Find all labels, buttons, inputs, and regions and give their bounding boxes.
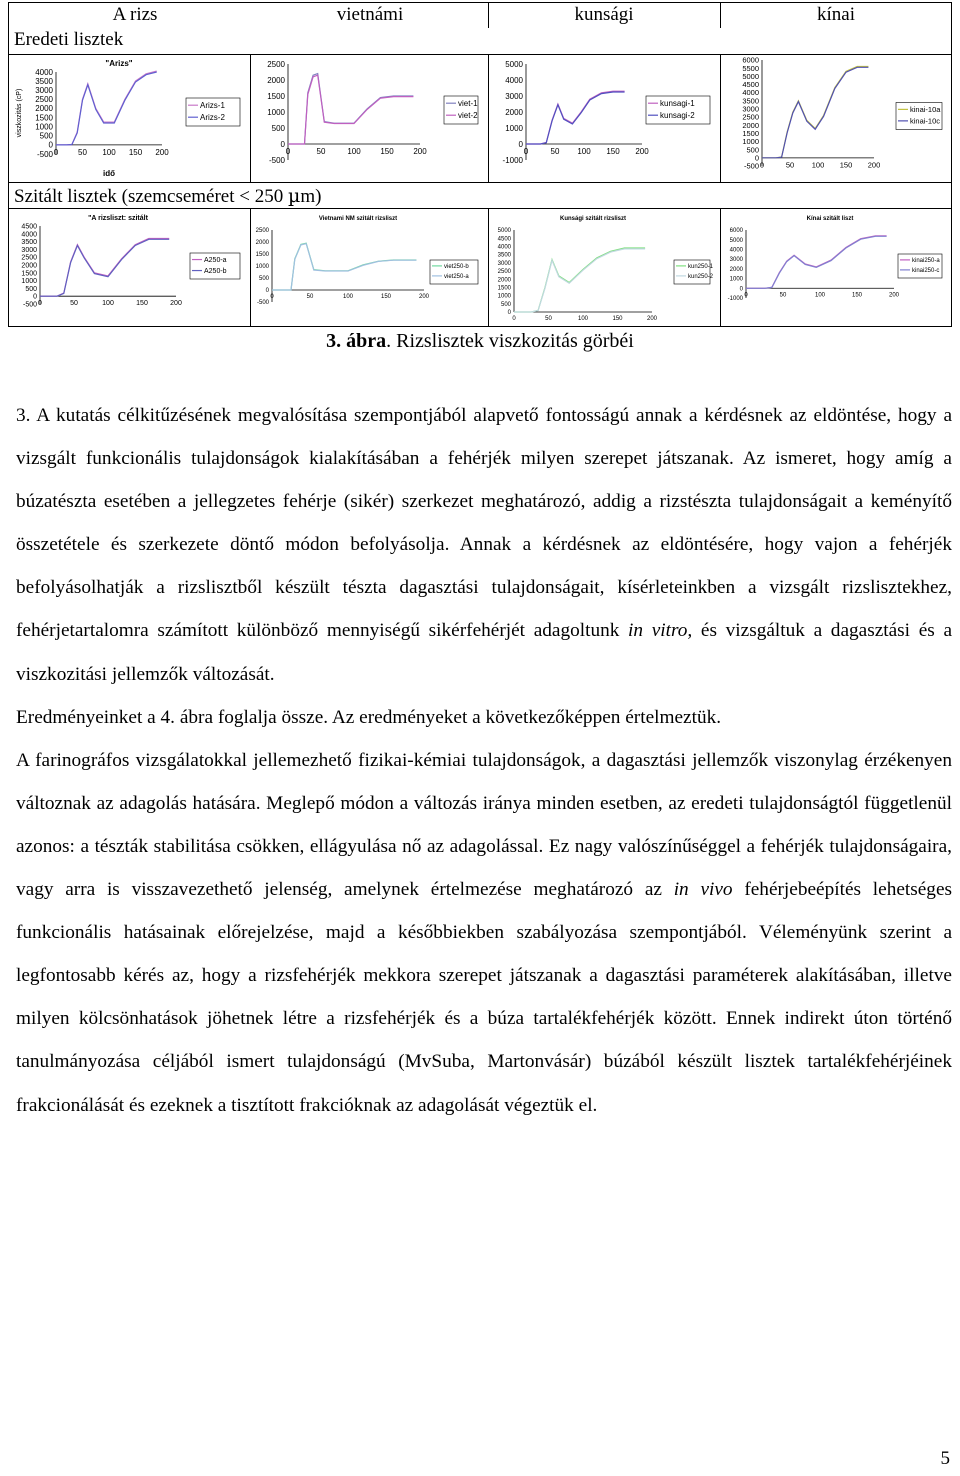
y-tick-label: 2000 (267, 75, 285, 85)
y-tick-label: 4000 (21, 231, 37, 239)
y-tick-label: 3000 (742, 104, 759, 114)
y-tick-label: -500 (36, 149, 53, 159)
legend-label: kinai250-a (912, 258, 940, 264)
x-tick-label: 0 (523, 147, 529, 156)
y-tick-label: 4000 (729, 247, 743, 254)
y-tick-label: 0 (507, 310, 511, 317)
x-tick-label: 150 (380, 147, 394, 156)
legend-label: A250-a (204, 257, 227, 264)
row-label-sieved: Szitált lisztek (szemcseméret < 250 µm) (14, 185, 322, 207)
header-corner: A rizs (112, 4, 158, 25)
y-tick-label: 5000 (505, 59, 523, 69)
chart-title: Vietnami NM szitált rizsliszt (318, 216, 398, 222)
y-tick-label: 6000 (729, 228, 743, 235)
y-tick-label: 0 (518, 139, 523, 149)
page-number: 5 (940, 1448, 950, 1469)
series-line-viet-2 (288, 75, 413, 144)
y-tick-label: 2000 (729, 266, 743, 273)
x-tick-label: 150 (128, 147, 143, 157)
x-tick-label: 150 (839, 160, 853, 170)
y-tick-label: -500 (268, 155, 285, 165)
x-tick-label: 50 (550, 147, 560, 156)
y-tick-label: 4500 (21, 223, 37, 231)
row-label-original: Eredeti lisztek (14, 29, 124, 50)
x-tick-label: 100 (102, 300, 114, 308)
chart-kunsagi (492, 56, 718, 180)
y-tick-label: 1500 (267, 91, 285, 101)
x-tick-label: 200 (888, 292, 900, 299)
x-tick-label: 0 (270, 294, 274, 300)
y-axis-label: viszkozitás (cP) (16, 88, 23, 138)
series-line-kinai-10c (762, 67, 868, 158)
y-tick-label: 3000 (35, 86, 53, 96)
x-tick-label: 100 (577, 147, 591, 156)
y-tick-label: 2500 (35, 95, 53, 105)
x-tick-label: 200 (170, 300, 182, 308)
chart-arizs (12, 56, 248, 180)
series-line-kunsagi-1 (526, 91, 625, 144)
y-tick-label: 1000 (729, 276, 743, 283)
x-tick-label: 100 (577, 316, 589, 322)
y-tick-label: 5000 (729, 237, 743, 244)
series-line-viet250-a (272, 244, 416, 290)
y-tick-label: 5000 (497, 228, 511, 235)
legend-label: kun250-1 (688, 264, 714, 270)
x-tick-label: 200 (418, 294, 430, 300)
y-tick-label: 0 (48, 140, 53, 150)
chart-title: Kunsági szitált rizsliszt (559, 216, 627, 222)
legend-label: kinai-10a (910, 105, 941, 114)
series-line-kinai250-c (746, 236, 887, 288)
legend-label: viet-2 (458, 111, 478, 120)
y-tick-label: 3000 (505, 91, 523, 101)
legend-label: kunsagi-1 (660, 99, 695, 108)
y-tick-label: 2500 (497, 269, 511, 276)
chart-title: "A rizsliszt: szitált (88, 215, 148, 222)
paragraph-2: Eredményeinket a 4. ábra foglalja össze. Az eredményeket a következőképpen értelmeztük. (16, 706, 722, 728)
y-tick-label: -1000 (502, 155, 523, 165)
x-tick-label: 200 (635, 147, 649, 156)
header-col-kinai: kínai (817, 4, 855, 25)
y-tick-label: -500 (256, 300, 269, 307)
y-tick-label: 1000 (21, 278, 37, 286)
series-line-A250-b (40, 239, 169, 296)
x-tick-label: 100 (814, 292, 826, 299)
x-tick-label: 150 (136, 300, 148, 308)
y-tick-label: 0 (739, 286, 743, 293)
x-tick-label: 0 (53, 147, 59, 157)
y-tick-label: 2000 (505, 107, 523, 117)
legend-label: A250-b (204, 268, 227, 275)
y-tick-label: 1000 (742, 137, 759, 147)
x-tick-label: 150 (606, 147, 620, 156)
x-tick-label: 0 (38, 300, 42, 308)
y-tick-label: 4000 (497, 244, 511, 251)
y-tick-label: 1500 (21, 270, 37, 278)
y-tick-label: 1500 (497, 285, 511, 292)
legend-label: viet250-a (444, 274, 469, 280)
x-tick-label: 150 (380, 294, 392, 300)
x-tick-label: 100 (811, 160, 825, 170)
x-tick-label: 50 (78, 147, 87, 157)
series-line-kinai-10a (762, 67, 868, 158)
y-tick-label: 2000 (21, 262, 37, 270)
series-line-kunsagi-2 (526, 92, 625, 144)
figure-caption: 3. ábra. Rizslisztek viszkozitás görbéi (326, 330, 634, 352)
y-tick-label: 6000 (742, 56, 759, 65)
chart-arizs-sieved (12, 210, 248, 324)
y-tick-label: 4000 (35, 67, 53, 77)
body-text (16, 394, 952, 1127)
x-tick-label: 200 (413, 147, 427, 156)
chart-title: "Arizs" (105, 59, 133, 68)
x-tick-label: 50 (306, 294, 314, 300)
y-tick-label: 0 (33, 293, 37, 301)
chart-kinai-sieved (724, 210, 950, 324)
y-tick-label: 1000 (35, 122, 53, 132)
y-tick-label: 5000 (742, 71, 759, 81)
x-tick-label: 200 (155, 147, 169, 157)
y-tick-label: 500 (746, 145, 759, 155)
header-col-vietnami: vietnámi (336, 4, 404, 25)
y-tick-label: 1000 (255, 264, 269, 271)
chart-viet-sieved (254, 210, 486, 324)
y-tick-label: 2500 (742, 112, 759, 122)
header-col-kunsagi: kunsági (574, 4, 634, 25)
x-axis-label: idő (103, 169, 115, 178)
y-tick-label: 1500 (742, 129, 759, 139)
x-tick-label: 200 (646, 316, 658, 322)
y-tick-label: 3500 (497, 252, 511, 259)
x-tick-label: 0 (744, 292, 748, 299)
legend-label: kun250-2 (688, 274, 714, 280)
y-tick-label: 500 (258, 276, 269, 283)
y-tick-label: 2000 (497, 277, 511, 284)
series-line-kun250-1 (514, 248, 645, 312)
y-tick-label: 3500 (21, 239, 37, 247)
y-tick-label: 3500 (742, 96, 759, 106)
x-tick-label: 50 (70, 300, 78, 308)
y-tick-label: 3500 (35, 76, 53, 86)
y-tick-label: -500 (743, 161, 759, 171)
y-tick-label: 5500 (742, 63, 759, 73)
y-tick-label: 2500 (21, 254, 37, 262)
y-tick-label: 1500 (35, 113, 53, 123)
series-line-A250-a (40, 239, 169, 297)
y-tick-label: 3000 (21, 246, 37, 254)
x-tick-label: 200 (867, 160, 881, 170)
legend-label: kinai-10c (910, 116, 941, 126)
series-line-kinai250-a (746, 236, 887, 288)
x-tick-label: 50 (545, 316, 552, 322)
chart-viet (254, 56, 486, 180)
y-tick-label: 500 (25, 285, 37, 293)
y-tick-label: 500 (39, 131, 53, 141)
legend-label: viet-1 (458, 99, 478, 108)
y-tick-label: 0 (280, 139, 285, 149)
y-tick-label: 500 (500, 301, 511, 308)
chart-kunsagi-sieved (492, 210, 718, 324)
x-tick-label: 150 (851, 292, 863, 299)
y-tick-label: 1500 (255, 252, 269, 259)
y-tick-label: -1000 (727, 296, 743, 303)
x-tick-label: 0 (285, 147, 291, 156)
paragraph-1: 3. A kutatás célkitűzésének megvalósítása szempontjából alapvető fontosságú annak a kérdésnek az eldöntése, hogy a vizsgált funkcionális tulajdonságok kialakításában a fehérjék milyen szerepet játszanak. Az ismeret, hogy amíg a búzatészta esetében a jellegzetes fehérje (sikér) szerkezet meghatározó, addig a rizstészta tulajdonságait a keményítő összetétele és szerkezete döntő módon befolyásolja. Annak a kérdésnek az eldöntésére, hogy vajon a fehérjék befolyásolhatják a rizslisztből készült tészta dagasztási tulajdonságait, kísérleteinkben a vizsgált rizslisztekhez, fehérjetartalomra számított különböző mennyiségű sikérfehérjét adagoltunk in vitro, és vizsgáltuk a dagasztási és a viszkozitási jellemzők változását. (16, 405, 952, 685)
y-tick-label: 2000 (255, 240, 269, 247)
y-tick-label: 1000 (497, 293, 511, 300)
y-tick-label: 2000 (742, 120, 759, 130)
x-tick-label: 0 (512, 316, 516, 322)
x-tick-label: 100 (347, 147, 361, 156)
y-tick-label: 2000 (35, 104, 53, 114)
paragraph-3: A farinográfos vizsgálatokkal jellemezhető fizikai-kémiai tulajdonságok, a dagasztási jellemzők viszonylag érzékenyen változnak az adagolás hatására. Meglepő módon a változás iránya minden esetben, az eredeti tulajdonságtól függetlenül azonos: a tészták stabilitása csökken, ellágyulása nő az adagolással. Ez nagy valószínűséggel a fehérjék tulajdonságaira, vagy arra is visszavezethető jelenség, amelynek értelmezése meghatározó az in vivo fehérjebeépítés lehetséges funkcionális hatásainak előrejelzése, majd a későbbiekben szabályozása szempontjából. Véleményünk szerint a legfontosabb kérés az, hogy a rizsfehérjék mekkora szerepet játszanak a dagasztási paraméterek alakításában, illetve milyen kölcsönhatások jöhetnek létre a rizsfehérjék és a búza tartalékfehérjék között. Ennek indirekt úton történő tanulmányozása céljából ismert tulajdonságú (MvSuba, Martonvásár) búzából készült lisztek tartalékfehérjéinek frakcionálását és ezeknek a tisztított frakcióknak az adagolását végeztük el. (16, 749, 953, 1116)
series-line-Arizs-1 (56, 71, 157, 145)
chart-title: Kínai szitált liszt (806, 216, 854, 222)
y-tick-label: 3000 (497, 260, 511, 267)
x-tick-label: 50 (785, 160, 795, 170)
legend-label: kunsagi-2 (660, 111, 695, 120)
x-tick-label: 50 (316, 147, 326, 156)
y-tick-label: 0 (754, 153, 759, 163)
series-line-kun250-2 (514, 249, 645, 312)
legend-label: Arizs-2 (200, 113, 225, 122)
y-tick-label: 2500 (267, 59, 285, 69)
y-tick-label: 4500 (497, 236, 511, 243)
y-tick-label: -500 (22, 301, 37, 309)
x-tick-label: 100 (342, 294, 354, 300)
legend-label: Arizs-1 (200, 101, 225, 110)
legend-label: kinai250-c (912, 268, 940, 274)
x-tick-label: 50 (779, 292, 787, 299)
y-tick-label: 4500 (742, 80, 759, 90)
y-tick-label: 500 (271, 123, 285, 133)
x-tick-label: 100 (102, 147, 116, 157)
y-tick-label: 2500 (255, 228, 269, 235)
x-tick-label: 150 (612, 316, 623, 322)
y-tick-label: 4000 (742, 88, 759, 98)
legend-label: viet250-b (444, 264, 469, 270)
y-tick-label: 3000 (729, 257, 743, 264)
y-tick-label: 4000 (505, 75, 523, 85)
y-tick-label: 1000 (267, 107, 285, 117)
chart-kinai (724, 56, 950, 180)
x-tick-label: 0 (759, 160, 765, 170)
y-tick-label: 0 (265, 288, 269, 295)
y-tick-label: 1000 (505, 123, 523, 133)
series-line-Arizs-2 (56, 72, 157, 145)
